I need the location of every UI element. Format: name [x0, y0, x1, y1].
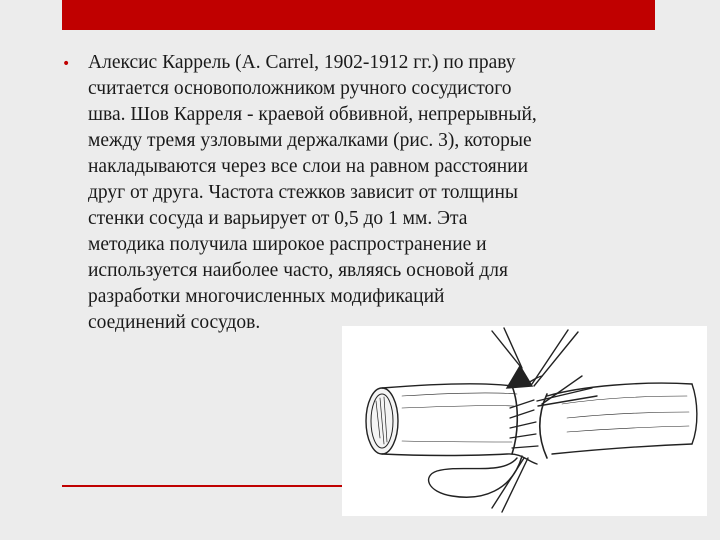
paragraph-line: накладываются через все слои на равном расстоянии — [88, 156, 529, 177]
paragraph-line: методика получила широкое распространение и — [88, 234, 487, 255]
paragraph-line: стенки сосуда и варьирует от 0,5 до 1 мм. Эта — [88, 208, 468, 229]
bullet-icon: • — [62, 56, 71, 72]
paragraph-line: шва. Шов Карреля - краевой обвивной, непрерывный, — [88, 104, 537, 125]
paragraph-line: используется наиболее часто, являясь основой для — [88, 260, 508, 281]
paragraph-line: между тремя узловыми держалками (рис. 3), которые — [88, 130, 532, 151]
bullet-paragraph — [88, 50, 658, 336]
bullet-item — [62, 50, 662, 336]
slide-content — [62, 50, 662, 336]
paragraph-line: считается основоположником ручного сосудистого — [88, 78, 512, 99]
paragraph-line: друг от друга. Частота стежков зависит от толщины — [88, 182, 518, 203]
paragraph-line: разработки многочисленных модификаций — [88, 286, 445, 307]
vessel-suture-drawing — [342, 326, 707, 516]
vessel-suture-illustration — [342, 326, 707, 516]
paragraph-line: Алексис Каррель (A. Carrel, 1902-1912 гг.) по праву — [88, 52, 516, 73]
paragraph-line: соединений сосудов. — [88, 312, 261, 333]
bottom-accent-rule — [62, 485, 352, 487]
top-accent-bar — [62, 0, 655, 30]
